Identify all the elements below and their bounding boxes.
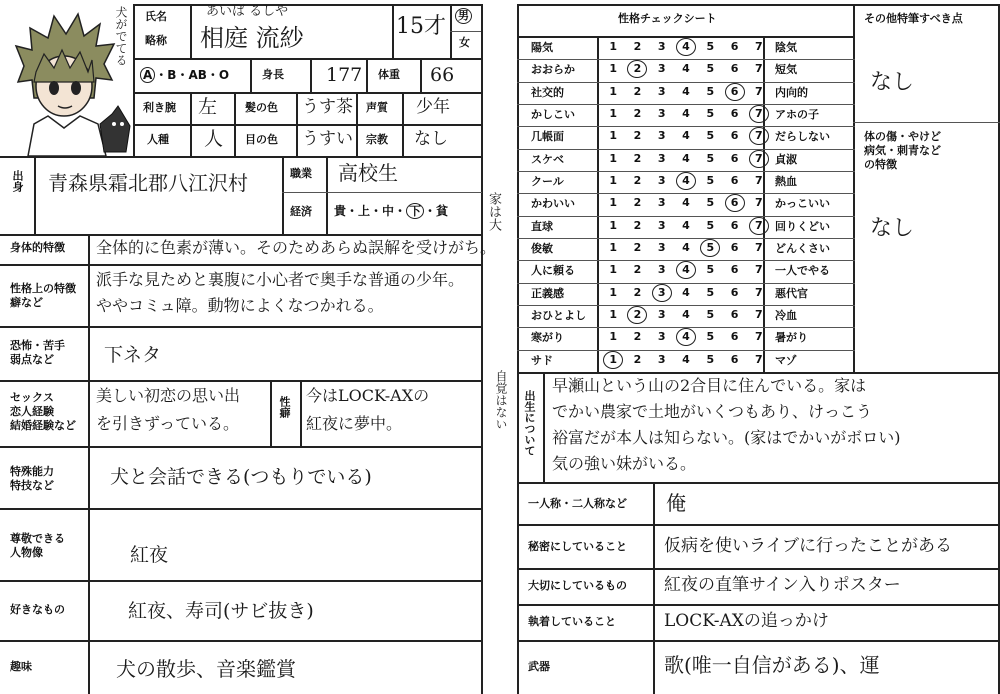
- trait-scale: [601, 328, 771, 346]
- trait-scale-option[interactable]: 1: [609, 196, 617, 210]
- trait-scale-option[interactable]: 5: [700, 239, 720, 257]
- trait-right-label: 陰気: [775, 41, 797, 54]
- feature-row-value-2: ややコミュ障。動物によくなつかれる。: [96, 296, 384, 315]
- trait-right-label: だらしない: [775, 130, 830, 144]
- trait-left-label: 社交的: [531, 85, 564, 99]
- trait-left-label: 几帳面: [531, 130, 564, 144]
- trait-scale-option[interactable]: 3: [657, 330, 666, 344]
- bottom-row-value: 仮病を使いライブに行ったことがある: [664, 536, 952, 556]
- trait-scale-option[interactable]: 4: [676, 328, 696, 346]
- trait-right-label: どんくさい: [775, 241, 830, 255]
- trait-scale-option[interactable]: 1: [609, 40, 617, 53]
- trait-scale-option[interactable]: 6: [730, 106, 739, 120]
- trait-scale-option[interactable]: 2: [627, 60, 647, 78]
- trait-scale: [601, 38, 771, 56]
- trait-scale-option[interactable]: 6: [730, 330, 739, 344]
- scars-value: なし: [870, 216, 915, 241]
- scars-title: 体の傷・やけど 病気・刺青など の特徴: [864, 130, 941, 171]
- trait-scale-option[interactable]: 1: [609, 240, 617, 254]
- weight-value: 66: [430, 64, 455, 86]
- trait-scale-option[interactable]: 6: [730, 218, 739, 232]
- feature-row-value: 犬の散歩、音楽鑑賞: [116, 657, 296, 681]
- trait-scale-option[interactable]: 5: [706, 307, 715, 321]
- birth-line: 気の強い妹がいる。: [552, 454, 697, 473]
- trait-scale-option[interactable]: 7: [755, 40, 763, 53]
- fetish-label: 性癖: [278, 396, 291, 418]
- gender-male[interactable]: 男: [455, 8, 472, 24]
- trait-scale-option[interactable]: 4: [682, 218, 690, 232]
- trait-scale-option[interactable]: 2: [633, 129, 642, 143]
- trait-scale-option[interactable]: 6: [730, 240, 739, 254]
- trait-scale-option[interactable]: 5: [706, 173, 715, 187]
- trait-left-label: かしこい: [531, 107, 575, 121]
- bottom-row-value: 紅夜の直筆サイン入りポスター: [664, 575, 901, 595]
- trait-row: [519, 149, 853, 171]
- hair-value: うす茶: [302, 97, 353, 117]
- trait-scale-option[interactable]: 2: [633, 196, 642, 210]
- bottom-row-value: 歌(唯一自信がある)、運: [664, 653, 880, 677]
- trait-scale-option[interactable]: 4: [682, 240, 690, 254]
- trait-scale-option[interactable]: 2: [633, 218, 642, 232]
- trait-scale-option[interactable]: 3: [657, 196, 666, 210]
- econ-note: 家は大: [486, 192, 501, 231]
- feature-row-label: 特殊能力 特技など: [10, 465, 54, 492]
- gender-female[interactable]: 女: [459, 36, 470, 49]
- trait-right-label: かっこいい: [775, 197, 830, 211]
- trait-scale-option[interactable]: 5: [706, 62, 715, 76]
- other-value: なし: [870, 70, 915, 95]
- trait-scale-option[interactable]: 1: [609, 106, 617, 120]
- trait-scale-option[interactable]: 7: [749, 150, 769, 168]
- trait-scale-option[interactable]: 2: [627, 306, 647, 324]
- name-furigana: あいば るしや: [206, 4, 289, 19]
- religion-value: なし: [414, 129, 448, 149]
- trait-scale-option[interactable]: 2: [633, 352, 642, 366]
- trait-scale-option[interactable]: 7: [755, 196, 763, 210]
- trait-scale-option[interactable]: 6: [730, 263, 739, 277]
- trait-scale: [601, 172, 771, 190]
- trait-row: [519, 193, 853, 215]
- trait-scale-option[interactable]: 5: [706, 330, 715, 344]
- hand-label: 利き腕: [143, 101, 176, 114]
- feature-row-value: 派手な見ためと裏腹に小心者で奥手な普通の少年。: [96, 270, 465, 289]
- abbr-label: 略称: [145, 34, 167, 47]
- feature-row-label: 恐怖・苦手 弱点など: [10, 339, 65, 366]
- trait-scale-option[interactable]: 2: [633, 106, 642, 120]
- trait-scale-option[interactable]: 6: [730, 285, 739, 299]
- trait-scale-option[interactable]: 6: [725, 194, 745, 212]
- trait-scale-option[interactable]: 3: [657, 307, 666, 321]
- feature-row-label: 性格上の特徴 癖など: [10, 282, 76, 309]
- trait-scale-option[interactable]: 3: [657, 218, 666, 232]
- feature-row-value: 紅夜、寿司(サビ抜き): [128, 600, 314, 622]
- feature-row-value: 下ネタ: [104, 344, 162, 366]
- trait-left-label: 正義感: [531, 286, 564, 300]
- eye-value: うすい: [302, 129, 353, 149]
- trait-left-label: かわいい: [531, 197, 575, 211]
- trait-left-label: サド: [531, 353, 553, 367]
- eye-label: 目の色: [245, 133, 278, 146]
- trait-row: [519, 327, 853, 349]
- feature-row-label: 尊敬できる 人物像: [10, 532, 65, 559]
- bottom-row-label: 大切にしているもの: [528, 579, 627, 592]
- trait-scale: [601, 284, 771, 302]
- trait-scale-option[interactable]: 7: [749, 127, 769, 145]
- econ-scale[interactable]: 貴・上・中・ 下 ・貧: [334, 204, 449, 218]
- trait-left-label: 寒がり: [531, 331, 564, 345]
- trait-scale-option[interactable]: 6: [730, 151, 739, 165]
- trait-scale-option[interactable]: 1: [609, 84, 617, 98]
- trait-right-label: 暑がり: [775, 331, 808, 345]
- dog-note: 犬がでてる: [114, 6, 128, 66]
- trait-right-label: 悪代官: [775, 286, 808, 300]
- trait-scale-option[interactable]: 3: [657, 173, 666, 187]
- trait-scale-option[interactable]: 1: [609, 285, 617, 299]
- trait-right-label: 冷血: [775, 308, 797, 322]
- trait-scale-option[interactable]: 1: [609, 330, 617, 344]
- trait-scale-option[interactable]: 2: [633, 263, 642, 277]
- voice-value: 少年: [416, 97, 450, 117]
- bottom-row-label: 執着していること: [528, 615, 616, 628]
- trait-scale: [601, 105, 771, 123]
- hand-value: 左: [198, 96, 218, 118]
- trait-left-label: スケベ: [531, 152, 564, 166]
- birth-line: 早瀬山という山の2合目に住んでいる。家は: [552, 376, 867, 395]
- trait-scale-option[interactable]: 1: [609, 263, 617, 277]
- feature-row-value: 全体的に色素が薄い。そのためあらぬ誤解を受けがち。: [96, 238, 497, 257]
- trait-scale-option[interactable]: 6: [730, 307, 739, 321]
- trait-scale-option[interactable]: 1: [603, 351, 623, 369]
- trait-scale-option[interactable]: 7: [755, 307, 763, 321]
- trait-scale-option[interactable]: 3: [657, 129, 666, 143]
- trait-scale-option[interactable]: 4: [682, 106, 690, 120]
- bottom-row-value: LOCK-AXの追っかけ: [664, 611, 829, 631]
- trait-scale: [601, 261, 771, 279]
- trait-scale-option[interactable]: 7: [755, 263, 763, 277]
- trait-scale-option[interactable]: 1: [609, 173, 617, 187]
- trait-scale-option[interactable]: 4: [682, 129, 690, 143]
- trait-row: [519, 59, 853, 81]
- trait-row: [519, 216, 853, 238]
- trait-scale-option[interactable]: 4: [682, 62, 690, 76]
- birth-line: でかい農家で土地がいくつもあり、けっこう: [552, 402, 873, 421]
- trait-row: [519, 104, 853, 126]
- trait-scale-option[interactable]: 4: [676, 261, 696, 279]
- religion-label: 宗教: [366, 133, 388, 146]
- trait-scale-option[interactable]: 4: [682, 352, 690, 366]
- feature-row-value: 美しい初恋の思い出: [96, 386, 241, 405]
- trait-row: [519, 82, 853, 104]
- birth-line: 裕富だが本人は知らない。(家はでかいがボロい): [552, 428, 901, 447]
- bottom-row-value: 俺: [666, 491, 686, 515]
- birth-label: 出生について: [523, 390, 536, 456]
- trait-right-label: 短気: [775, 63, 797, 77]
- feature-row-value: 犬と会話できる(つもりでいる): [110, 466, 372, 488]
- trait-scale-option[interactable]: 7: [755, 240, 763, 254]
- trait-scale-option[interactable]: 4: [682, 151, 690, 165]
- age-value: 15才: [396, 14, 446, 39]
- trait-left-label: 俊敏: [531, 241, 553, 255]
- trait-scale-option[interactable]: 2: [633, 173, 642, 187]
- origin-label: 出身: [11, 170, 24, 192]
- trait-scale: [601, 127, 771, 145]
- trait-scale-option[interactable]: 7: [755, 352, 763, 366]
- name-value: 相庭 流紗: [200, 24, 304, 52]
- trait-scale: [601, 351, 771, 369]
- trait-scale-option[interactable]: 7: [755, 173, 763, 187]
- trait-scale-option[interactable]: 5: [706, 285, 715, 299]
- trait-right-label: 内向的: [775, 85, 808, 99]
- trait-scale-option[interactable]: 1: [609, 218, 617, 232]
- trait-scale-option[interactable]: 2: [633, 285, 642, 299]
- trait-left-label: 直球: [531, 219, 553, 233]
- trait-scale-option[interactable]: 7: [749, 105, 769, 123]
- fetish-value-2: 紅夜に夢中。: [306, 414, 403, 433]
- other-title: その他特筆すべき点: [864, 12, 963, 25]
- trait-scale-option[interactable]: 6: [730, 352, 739, 366]
- trait-scale-option[interactable]: 1: [609, 307, 617, 321]
- trait-scale-option[interactable]: 4: [682, 307, 690, 321]
- trait-scale: [601, 60, 771, 78]
- fetish-value: 今はLOCK-AXの: [306, 386, 430, 405]
- trait-left-label: おひとよし: [531, 308, 586, 322]
- trait-scale: [601, 194, 771, 212]
- trait-scale: [601, 217, 771, 235]
- trait-scale-option[interactable]: 3: [652, 284, 672, 302]
- trait-scale-option[interactable]: 4: [682, 285, 690, 299]
- trait-scale-option[interactable]: 4: [682, 196, 690, 210]
- race-label: 人種: [147, 133, 169, 146]
- trait-scale-option[interactable]: 5: [706, 196, 715, 210]
- trait-row: [519, 37, 853, 59]
- height-value: 177: [326, 64, 363, 86]
- feature-row-label: 好きなもの: [10, 603, 65, 616]
- race-value: 人: [204, 128, 224, 150]
- trait-scale-option[interactable]: 4: [682, 84, 690, 98]
- trait-row: [519, 260, 853, 282]
- weight-label: 体重: [378, 68, 400, 81]
- job-value: 高校生: [338, 161, 398, 185]
- trait-scale-option[interactable]: 5: [706, 129, 715, 143]
- trait-right-label: 熱血: [775, 174, 797, 188]
- hair-label: 髪の色: [245, 101, 278, 114]
- trait-left-label: 人に頼る: [531, 264, 575, 278]
- feature-row-label: 身体的特徴: [10, 241, 65, 254]
- trait-scale-option[interactable]: 3: [657, 84, 666, 98]
- trait-scale-option[interactable]: 1: [609, 151, 617, 165]
- trait-right-label: 一人でやる: [775, 264, 830, 278]
- trait-scale-option[interactable]: 6: [730, 173, 739, 187]
- trait-right-label: 貞淑: [775, 152, 797, 166]
- econ-label: 経済: [290, 205, 312, 218]
- feature-row-label: セックス 恋人経験 結婚経験など: [10, 391, 76, 432]
- height-label: 身長: [262, 68, 284, 81]
- trait-scale: [601, 83, 771, 101]
- trait-scale-option[interactable]: 5: [706, 263, 715, 277]
- trait-scale-option[interactable]: 3: [657, 151, 666, 165]
- trait-scale-option[interactable]: 7: [755, 84, 763, 98]
- trait-scale-option[interactable]: 1: [609, 62, 617, 76]
- job-label: 職業: [290, 167, 312, 180]
- voice-label: 声質: [366, 101, 388, 114]
- trait-scale-option[interactable]: 6: [730, 40, 739, 53]
- trait-row: [519, 283, 853, 305]
- trait-scale-option[interactable]: 4: [676, 172, 696, 190]
- trait-row: [519, 171, 853, 193]
- name-label: 氏名: [145, 10, 167, 23]
- origin-value: 青森県霜北郡八江沢村: [48, 171, 248, 195]
- feature-row-value-2: を引きずっている。: [96, 414, 240, 433]
- trait-row: [519, 126, 853, 148]
- trait-right-label: マゾ: [775, 353, 797, 367]
- trait-scale-option[interactable]: 2: [633, 330, 642, 344]
- trait-scale-option[interactable]: 3: [657, 106, 666, 120]
- trait-scale-option[interactable]: 2: [633, 240, 642, 254]
- trait-scale-option[interactable]: 5: [706, 40, 715, 53]
- trait-scale-option[interactable]: 3: [657, 62, 666, 76]
- trait-scale-option[interactable]: 3: [657, 40, 666, 53]
- trait-scale-option[interactable]: 2: [633, 40, 642, 53]
- trait-scale-option[interactable]: 2: [633, 84, 642, 98]
- trait-left-label: 陽気: [531, 41, 553, 54]
- trait-scale-option[interactable]: 1: [609, 129, 617, 143]
- sheet-title: 性格チェックシート: [618, 12, 717, 25]
- trait-row: [519, 305, 853, 327]
- trait-scale: [601, 150, 771, 168]
- trait-scale-option[interactable]: 6: [730, 129, 739, 143]
- bottom-row-label: 一人称・二人称など: [528, 497, 627, 510]
- trait-left-label: おおらか: [531, 63, 575, 77]
- trait-scale-option[interactable]: 3: [657, 240, 666, 254]
- feature-row-value: 紅夜: [130, 544, 169, 566]
- trait-scale-option[interactable]: 2: [633, 151, 642, 165]
- trait-scale-option[interactable]: 7: [755, 330, 763, 344]
- trait-right-label: 回りくどい: [775, 219, 830, 233]
- trait-scale-option[interactable]: 7: [755, 62, 763, 76]
- feature-row-label: 趣味: [10, 660, 32, 673]
- trait-row: [519, 238, 853, 260]
- trait-scale-option[interactable]: 5: [706, 106, 715, 120]
- trait-scale-option[interactable]: 5: [706, 218, 715, 232]
- trait-left-label: クール: [531, 174, 564, 188]
- bottom-row-label: 武器: [528, 660, 550, 673]
- trait-scale-option[interactable]: 3: [657, 263, 666, 277]
- side-note: 自覚はない: [494, 370, 508, 430]
- trait-scale-option[interactable]: 4: [676, 38, 696, 56]
- trait-row: [519, 350, 853, 372]
- trait-right-label: アホの子: [775, 107, 819, 121]
- trait-scale-option[interactable]: 6: [730, 62, 739, 76]
- trait-scale-option[interactable]: 5: [706, 151, 715, 165]
- trait-scale-option[interactable]: 5: [706, 84, 715, 98]
- trait-scale: [601, 306, 771, 324]
- trait-scale-option[interactable]: 3: [657, 352, 666, 366]
- bottom-row-label: 秘密にしていること: [528, 540, 627, 553]
- trait-scale-option[interactable]: 7: [749, 217, 769, 235]
- trait-scale-option[interactable]: 5: [706, 352, 715, 366]
- trait-scale: [601, 239, 771, 257]
- blood-type[interactable]: A ・B・AB・O: [140, 67, 229, 83]
- trait-scale-option[interactable]: 7: [755, 285, 763, 299]
- trait-scale-option[interactable]: 6: [725, 83, 745, 101]
